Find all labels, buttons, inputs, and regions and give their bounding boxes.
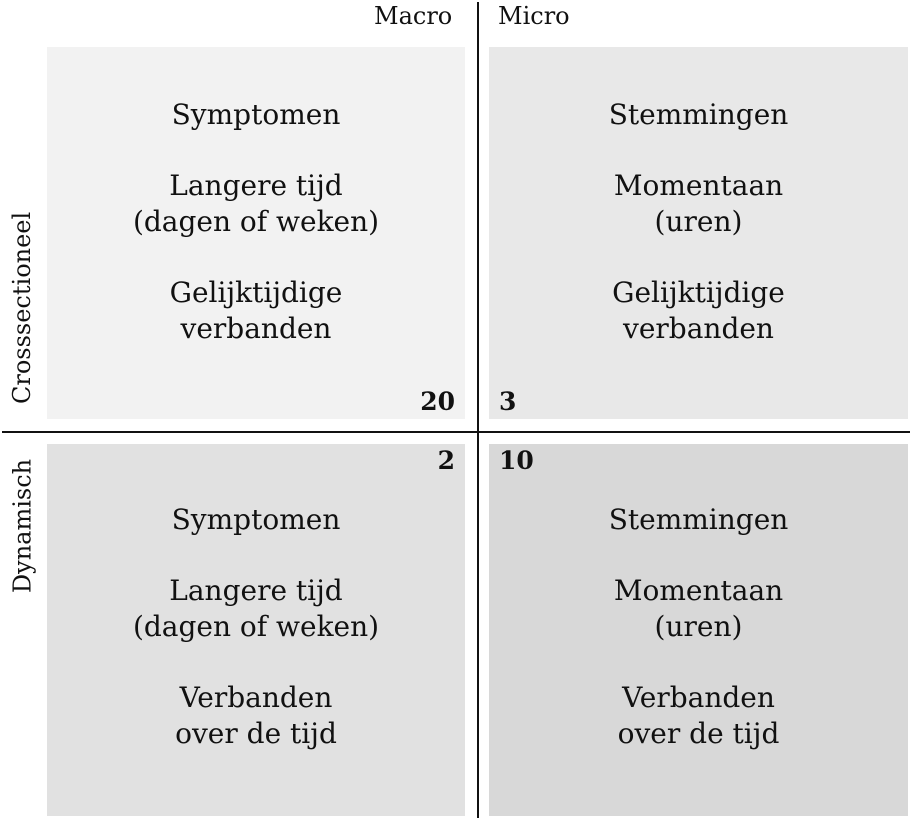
row-label-crosssectioneel: Crosssectioneel: [8, 211, 36, 404]
quadrant-subject: Symptomen: [171, 503, 341, 536]
quadrant-count: 10: [499, 446, 534, 475]
quadrant-relation: Verbanden over de tijd: [617, 681, 780, 750]
quadrant-subject: Symptomen: [171, 98, 341, 131]
horizontal-axis-line: [2, 431, 910, 433]
quadrant-relation: Gelijktijdige verbanden: [612, 276, 785, 345]
quadrant-relation: Verbanden over de tijd: [175, 681, 337, 750]
quadrant-micro-dynamisch: [489, 444, 908, 816]
row-label-dynamisch: Dynamisch: [8, 458, 37, 594]
quadrant-micro-crosssectioneel: [489, 47, 908, 419]
quadrant-macro-crosssectioneel: [47, 47, 465, 419]
column-label-macro: Macro: [374, 2, 453, 30]
quadrant-subject: Stemmingen: [608, 503, 789, 536]
quadrant-count: 3: [499, 387, 517, 416]
quadrant-timescale: Langere tijd (dagen of weken): [132, 574, 380, 643]
quadrant-relation: Gelijktijdige verbanden: [169, 276, 343, 345]
quadrant-timescale: Momentaan (uren): [613, 169, 784, 238]
quadrant-timescale: Langere tijd (dagen of weken): [132, 169, 380, 238]
column-label-micro: Micro: [498, 2, 570, 30]
quadrant-count: 20: [420, 387, 455, 416]
quadrant-timescale: Momentaan (uren): [613, 574, 784, 643]
quadrant-count: 2: [437, 446, 455, 475]
vertical-axis-line: [477, 2, 479, 818]
quadrant-subject: Stemmingen: [608, 98, 789, 131]
quadrant-macro-dynamisch: [47, 444, 465, 816]
